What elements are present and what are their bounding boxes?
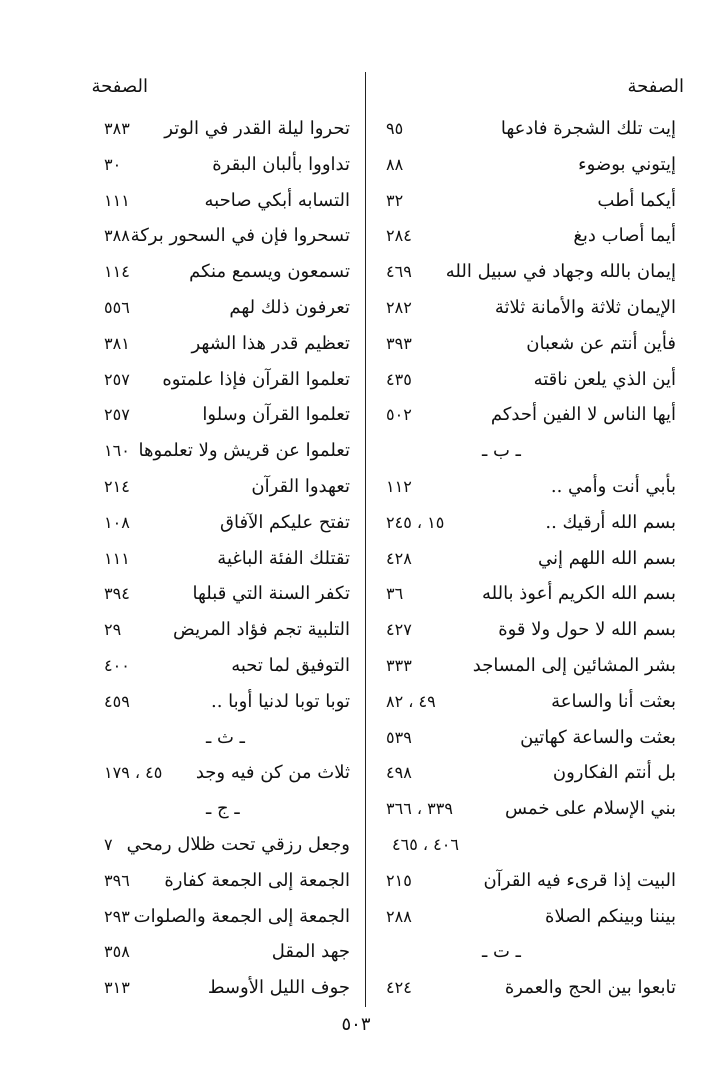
- entry-text: بأبي أنت وأمي ..: [550, 476, 676, 497]
- entry-pages-continued: ٤٠٦ ، ٤٦٥: [392, 835, 459, 854]
- index-entry: [372, 543, 712, 575]
- entry-pages: ١١٤: [104, 262, 130, 282]
- index-entry: [372, 793, 712, 825]
- entry-text: تعلموا القرآن وسلوا: [202, 404, 350, 426]
- entry-pages: ٣٩٤: [104, 584, 130, 604]
- entry-text: إيمان بالله وجهاد في سبيل الله: [445, 261, 676, 283]
- entry-pages: ٤٥٩: [104, 691, 130, 711]
- index-entry: [0, 936, 360, 968]
- entry-pages: ٣٣٣: [386, 656, 412, 675]
- right-column: [372, 0, 712, 1078]
- entry-pages: ٤٢٤: [386, 978, 412, 998]
- entry-pages: ١١١: [104, 548, 130, 568]
- index-entry: [0, 865, 360, 897]
- index-entry: [0, 650, 360, 682]
- left-column-header: الصفحة: [91, 76, 148, 97]
- entry-text: بسم الله لا حول ولا قوة: [498, 619, 676, 641]
- index-entry-continuation: [372, 829, 712, 861]
- entry-text: بشر المشائين إلى المساجد: [472, 655, 676, 676]
- index-entry: [0, 364, 360, 396]
- entry-pages: ٢١٥: [386, 870, 412, 890]
- entry-text: بني الإسلام على خمس: [504, 798, 676, 820]
- entry-text: تقتلك الفئة الباغية: [217, 547, 350, 569]
- index-entry: [372, 471, 712, 503]
- entry-pages: ٣٨٨: [104, 226, 130, 246]
- entry-pages: ٢٨٢: [386, 298, 412, 317]
- index-entry: [0, 185, 360, 217]
- entry-pages: ٣٣٩ ، ٣٦٦: [386, 799, 453, 819]
- entry-text: الجمعة إلى الجمعة كفارة: [164, 869, 350, 891]
- index-entry: [372, 399, 712, 431]
- section-letter: ـ ج ـ: [206, 798, 240, 820]
- index-entry: [372, 578, 712, 610]
- index-entry: [372, 256, 712, 288]
- entry-text: بسم الله الكريم أعوذ بالله: [481, 583, 676, 605]
- entry-pages: ٤٠٠: [104, 656, 130, 675]
- index-entry: [0, 578, 360, 610]
- index-entry: [0, 292, 360, 324]
- index-entry: [0, 149, 360, 181]
- entry-pages: ٢٨٤: [386, 226, 412, 246]
- entry-pages: ٣٥٨: [104, 942, 130, 962]
- entry-pages: ٥٥٦: [104, 298, 130, 317]
- entry-pages: ٧: [104, 835, 113, 854]
- index-entry: [372, 292, 712, 324]
- index-entry: [372, 614, 712, 646]
- entry-text: تسمعون ويسمع منكم: [189, 261, 350, 283]
- index-entry: [0, 829, 360, 861]
- index-entry: [372, 328, 712, 360]
- entry-pages: ٤٣٥: [386, 369, 412, 389]
- entry-pages: ٢٨٨: [386, 906, 412, 926]
- index-entry: [0, 972, 360, 1004]
- entry-pages: ٣٦: [386, 584, 404, 604]
- index-entry: [372, 865, 712, 897]
- entry-pages: ٢٥٧: [104, 405, 130, 425]
- index-entry: [0, 614, 360, 646]
- entry-pages: ١٠٨: [104, 512, 130, 532]
- index-entry: [0, 399, 360, 431]
- index-entry: [0, 757, 360, 789]
- right-column-header: الصفحة: [627, 76, 684, 97]
- index-entry: [372, 650, 712, 682]
- entry-text: بل أنتم الفكارون: [552, 762, 676, 784]
- entry-pages: ٢٩: [104, 620, 122, 640]
- entry-text: أيكما أطب: [597, 189, 676, 211]
- index-entry: [372, 686, 712, 718]
- entry-text: إيت تلك الشجرة فادعها: [500, 118, 676, 139]
- index-entry: [0, 220, 360, 252]
- entry-pages: ٤٢٧: [386, 620, 412, 640]
- entry-pages: ٣٨٣: [104, 119, 130, 138]
- entry-text: تعهدوا القرآن: [251, 476, 350, 497]
- entry-pages: ٤٦٩: [386, 262, 412, 282]
- entry-text: جوف الليل الأوسط: [207, 977, 350, 999]
- index-entry: [372, 722, 712, 754]
- entry-pages: ٣٨١: [104, 333, 130, 353]
- entry-pages: ٢٥٧: [104, 369, 130, 389]
- entry-text: تسحروا فإن في السحور بركة: [130, 225, 350, 247]
- entry-text: أين الذي يلعن ناقته: [533, 368, 676, 390]
- entry-pages: ٣٩٦: [104, 870, 130, 890]
- entry-pages: ٥٠٢: [386, 405, 412, 425]
- index-entry: [0, 471, 360, 503]
- entry-pages: ٤٩٨: [386, 763, 412, 783]
- entry-text: التلبية تجم فؤاد المريض: [173, 619, 350, 641]
- entry-text: تعلموا القرآن فإذا علمتوه: [162, 368, 350, 390]
- index-entry: [0, 901, 360, 933]
- entry-text: الجمعة إلى الجمعة والصلوات: [133, 905, 350, 927]
- index-entry: [372, 220, 712, 252]
- entry-text: تكفر السنة التي قبلها: [192, 583, 350, 605]
- entry-pages: ٣١٣: [104, 978, 130, 998]
- entry-pages: ٩٥: [386, 119, 404, 138]
- entry-text: أيما أصاب دبغ: [573, 225, 676, 247]
- entry-pages: ٣٢: [386, 190, 404, 210]
- index-entry: [372, 149, 712, 181]
- entry-text: الإيمان ثلاثة والأمانة ثلاثة: [494, 297, 676, 318]
- entry-pages: ٨٨: [386, 154, 404, 174]
- section-letter: ـ ب ـ: [482, 440, 521, 462]
- entry-text: تحروا ليلة القدر في الوتر: [164, 118, 350, 139]
- entry-text: بسم الله اللهم إني: [537, 547, 676, 569]
- section-letter: ـ ث ـ: [206, 726, 245, 748]
- entry-text: تعرفون ذلك لهم: [229, 297, 350, 318]
- entry-text: بعثت والساعة كهاتين: [520, 726, 676, 748]
- index-entry: [372, 507, 712, 539]
- index-entry: [372, 185, 712, 217]
- entry-pages: ٤٩ ، ٨٢: [386, 691, 436, 711]
- entry-text: تداووا بألبان البقرة: [212, 153, 350, 175]
- index-entry: [0, 507, 360, 539]
- entry-text: تابعوا بين الحج والعمرة: [504, 977, 676, 999]
- entry-text: أيها الناس لا الفين أحدكم: [490, 404, 676, 426]
- index-entry: [372, 113, 712, 145]
- entry-pages: ١٥ ، ٢٤٥: [386, 512, 445, 532]
- entry-text: تعظيم قدر هذا الشهر: [191, 332, 350, 354]
- index-entry: [372, 364, 712, 396]
- page-number: ٥٠٣: [341, 1014, 371, 1035]
- entry-text: ثلاث من كن فيه وجد: [195, 762, 350, 784]
- entry-text: التوفيق لما تحبه: [231, 655, 350, 676]
- entry-pages: ١١٢: [386, 477, 412, 496]
- entry-text: توبا توبا لدنيا أوبا ..: [211, 690, 350, 712]
- entry-text: تفتح عليكم الآفاق: [220, 511, 350, 533]
- index-entry: [0, 435, 360, 467]
- index-entry: [0, 256, 360, 288]
- section-letter: ـ ت ـ: [482, 941, 521, 963]
- entry-pages: ٣٩٣: [386, 333, 412, 353]
- entry-pages: ٢٩٣: [104, 906, 130, 926]
- entry-text: إيتوني بوضوء: [578, 153, 676, 175]
- entry-text: التسابه أبكي صاحبه: [204, 189, 350, 211]
- entry-pages: ٤٥ ، ١٧٩: [104, 763, 163, 783]
- index-entry: [372, 901, 712, 933]
- index-entry: [0, 113, 360, 145]
- index-entry: [0, 328, 360, 360]
- column-divider: [365, 72, 366, 1007]
- index-entry: [372, 972, 712, 1004]
- entry-text: تعلموا عن قريش ولا تعلموها: [138, 440, 350, 462]
- entry-text: جهد المقل: [271, 941, 350, 963]
- entry-text: البيت إذا قرىء فيه القرآن: [483, 869, 676, 891]
- entry-text: وجعل رزقي تحت ظلال رمحي: [126, 834, 350, 855]
- entry-text: فأين أنتم عن شعبان: [526, 332, 676, 354]
- entry-text: بيننا وبينكم الصلاة: [545, 905, 676, 927]
- index-entry: [0, 686, 360, 718]
- entry-text: بسم الله أرقيك ..: [545, 511, 676, 533]
- entry-text: بعثت أنا والساعة: [551, 690, 676, 712]
- entry-pages: ٢١٤: [104, 477, 130, 496]
- entry-pages: ١٦٠: [104, 441, 130, 461]
- entry-pages: ٤٢٨: [386, 548, 412, 568]
- index-entry: [372, 757, 712, 789]
- index-entry: [0, 543, 360, 575]
- entry-pages: ١١١: [104, 190, 130, 210]
- entry-pages: ٥٣٩: [386, 727, 412, 747]
- entry-pages: ٣٠: [104, 154, 122, 174]
